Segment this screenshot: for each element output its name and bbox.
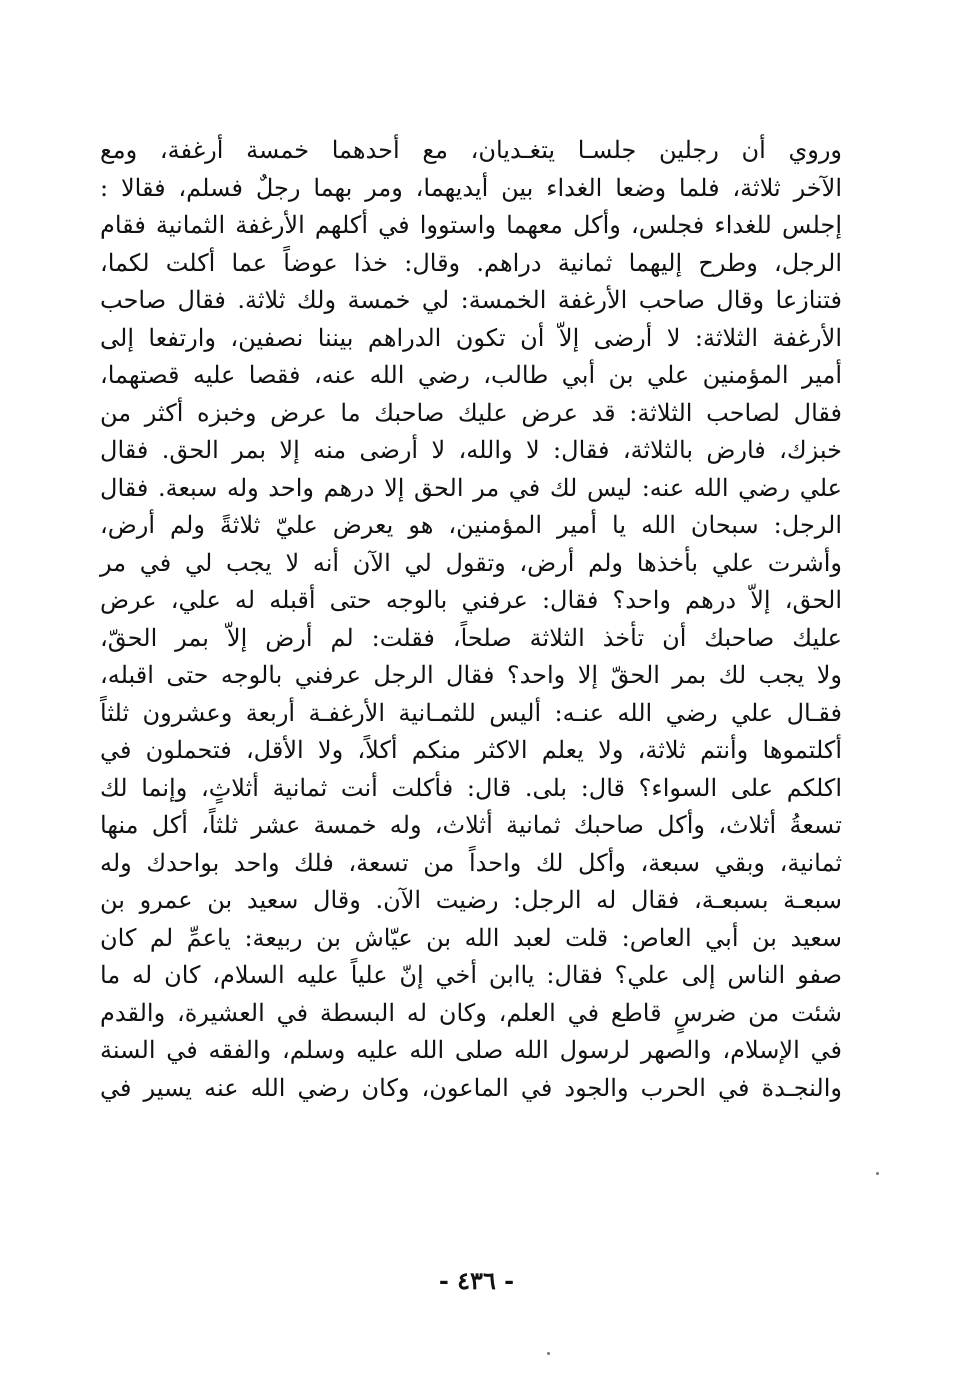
- text-line-6: الأرغفة الثلاثة: لا أرضى إلاّ أن تكون الدراهم بيننا نصفين، وارتفعا إلى: [100, 323, 842, 352]
- scan-speck: [876, 1172, 879, 1175]
- page-number: - ٤٣٦ -: [438, 1266, 515, 1295]
- text-line-26: والنجـدة في الحرب والجود في الماعون، وكان رضي الله عنه يسير في: [100, 1073, 842, 1102]
- text-line-23: صفو الناس إلى علي؟ فقال: ياابن أخي إنّ علياً عليه السلام، كان له ما: [100, 961, 843, 989]
- text-line-9: خبزك، فارض بالثلاثة، فقال: لا والله، لا أرضى منه إلا بمر الحق. فقال: [100, 436, 842, 464]
- text-line-15: ولا يجب لك بمر الحقّ إلا واحد؟ فقال الرجل عرفني بالوجه حتى اقبله،: [100, 661, 842, 689]
- text-line-25: في الإسلام، والصهر لرسول الله صلى الله عليه وسلم، والفقه في السنة: [100, 1036, 842, 1064]
- text-line-13: الحق، إلاّ درهم واحد؟ فقال: عرفني بالوجه حتى أقبله له علي، عرض: [100, 586, 842, 614]
- text-line-10: علي رضي الله عنه: ليس لك في مر الحق إلا درهم واحد وله سبعة. فقال: [100, 473, 842, 502]
- text-line-1: وروي أن رجلين جلسـا يتغـديان، مع أحدهما خمسة أرغفة، ومع: [100, 136, 842, 164]
- text-line-18: اكلكم على السواء؟ قال: بلى. قال: فأكلت أنت ثمانية أثلاثٍ، وإنما لك: [100, 773, 842, 802]
- text-line-4: الرجل، وطرح إليهما ثمانية دراهم. وقال: خذا عوضاً عما أكلت لكما،: [100, 248, 842, 277]
- text-line-24: شئت من ضرسٍ قاطع في العلم، وكان له البسطة في العشيرة، والقدم: [100, 998, 842, 1027]
- scan-speck: [547, 1352, 550, 1355]
- body-text: [100, 132, 842, 1107]
- text-line-21: سبعـة بسبعـة، فقال له الرجل: رضيت الآن. وقال سعيد بن عمرو بن: [100, 886, 842, 914]
- text-line-3: إجلس للغداء فجلس، وأكل معهما واستووا في أكلهم الأرغفة الثمانية فقام: [100, 211, 842, 239]
- text-line-5: فتنازعا وقال صاحب الأرغفة الخمسة: لي خمسة ولك ثلاثة. فقال صاحب: [100, 286, 842, 314]
- text-line-22: سعيد بن أبي العاص: قلت لعبد الله بن عيّاش بن ربيعة: ياعمِّ لم كان: [100, 923, 842, 952]
- text-line-2: الآخر ثلاثة، فلما وضعا الغداء بين أيديهما، ومر بهما رجلٌ فسلم، فقالا :: [100, 173, 842, 202]
- text-line-12: وأشرت علي بأخذها ولم أرض، وتقول لي الآن أنه لا يجب لي في مر: [100, 548, 842, 577]
- text-line-14: عليك صاحبك أن تأخذ الثلاثة صلحاً، فقلت: لم أرض إلاّ بمر الحقّ،: [100, 623, 842, 652]
- text-line-7: أمير المؤمنين علي بن أبي طالب، رضي الله عنه، فقصا عليه قصتهما،: [100, 361, 842, 389]
- text-line-17: أكلتموها وأنتم ثلاثة، ولا يعلم الاكثر منكم أكلاً، ولا الأقل، فتحملون في: [100, 736, 842, 764]
- text-line-11: الرجل: سبحان الله يا أمير المؤمنين، هو يعرض عليّ ثلاثةً ولم أرض،: [100, 511, 842, 539]
- text-line-8: فقال لصاحب الثلاثة: قد عرض عليك صاحبك ما عرض وخبزه أكثر من: [100, 398, 843, 427]
- text-line-19: تسعةُ أثلاث، وأكل صاحبك ثمانية أثلاث، وله خمسة عشر ثلثاً، أكل منها: [100, 811, 842, 839]
- text-line-20: ثمانية، وبقي سبعة، وأكل لك واحداً من تسعة، فلك واحد بواحدك وله: [100, 848, 842, 877]
- text-line-16: فقـال علي رضي الله عنـه: أليس للثمـانية الأرغفـة أربعة وعشرون ثلثاً: [100, 698, 842, 727]
